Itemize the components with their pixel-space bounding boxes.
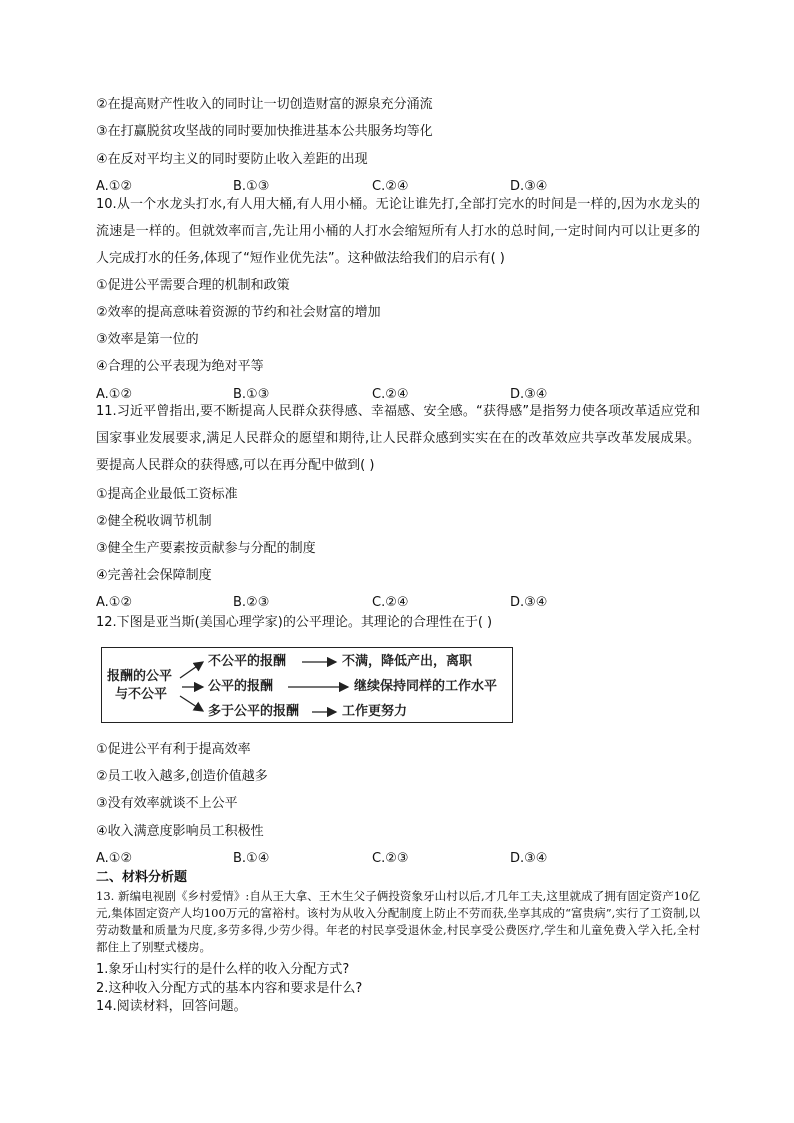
option-c: C.②④: [372, 179, 409, 194]
choice-item: ①促进公平需要合理的机制和政策: [96, 278, 290, 293]
diagram-root-line2: 与不公平: [115, 687, 168, 702]
choice-item: ③在打赢脱贫攻坚战的同时要加快推进基本公共服务均等化: [96, 124, 433, 139]
option-d: D.③④: [510, 851, 548, 866]
choice-item: ③没有效率就谈不上公平: [96, 796, 238, 811]
question-14-stem: 14.阅读材料，回答问题。: [96, 999, 247, 1014]
q11-options: [96, 594, 656, 612]
q12-options: [96, 850, 656, 868]
choice-item: ③健全生产要素按贡献参与分配的制度: [96, 541, 316, 556]
choice-item: ④完善社会保障制度: [96, 568, 212, 583]
option-c: C.②④: [372, 387, 409, 402]
fairness-theory-diagram: [101, 647, 513, 723]
choice-item: ③效率是第一位的: [96, 332, 199, 347]
diagram-cause: 多于公平的报酬: [208, 704, 300, 719]
option-d: D.③④: [510, 387, 548, 402]
section-heading: 二、材料分析题: [96, 870, 188, 885]
diagram-cause: 公平的报酬: [208, 679, 274, 694]
choice-item: ④合理的公平表现为绝对平等: [96, 359, 264, 374]
question-10-stem: 10.从一个水龙头打水,有人用大桶,有人用小桶。无论让谁先打,全部打完水的时间是一样的,因为水龙头的流速是一样的。但就效率而言,先让用小桶的人打水会缩短所有人打水的总时间,一定时间内可以让更多的人完成打水的任务,体现了“短作业优先法”。这种做法给我们的启示有( ): [96, 197, 700, 266]
option-a: A.①②: [96, 595, 133, 610]
choice-item: ②在提高财产性收入的同时让一切创造财富的源泉充分涌流: [96, 97, 433, 112]
option-d: D.③④: [510, 179, 548, 194]
choice-item: ④在反对平均主义的同时要防止收入差距的出现: [96, 152, 368, 167]
question-13-sub-1: 1.象牙山村实行的是什么样的收入分配方式?: [96, 962, 350, 977]
option-c: C.②③: [372, 851, 409, 866]
choice-item: ②员工收入越多,创造价值越多: [96, 769, 268, 784]
option-d: D.③④: [510, 595, 548, 610]
diagram-effect: 继续保持同样的工作水平: [354, 679, 498, 694]
diagram-effect: 不满，降低产出，离职: [342, 654, 473, 669]
branch-arrow-bottom: [180, 696, 203, 711]
choice-item: ①促进公平有利于提高效率: [96, 742, 251, 757]
branch-arrow-top: [180, 662, 203, 678]
diagram-cause: 不公平的报酬: [208, 654, 287, 669]
option-b: B.②③: [233, 595, 270, 610]
choice-item: ②健全税收调节机制: [96, 514, 212, 529]
question-12-stem: 12.下图是亚当斯(美国心理学家)的公平理论。其理论的合理性在于( ): [96, 615, 493, 630]
diagram-root-line1: 报酬的公平: [107, 669, 173, 684]
option-a: A.①②: [96, 851, 133, 866]
question-13-sub-2: 2.这种收入分配方式的基本内容和要求是什么?: [96, 981, 363, 996]
option-b: B.①③: [233, 179, 270, 194]
diagram-effect: 工作更努力: [342, 704, 408, 719]
option-a: A.①②: [96, 179, 133, 194]
question-13-material: 13. 新编电视剧《乡村爱情》:自从王大拿、王木生父子俩投资象牙山村以后,才几年工夫,这里就成了拥有固定资产10亿元,集体固定资产人均100万元的富裕村。该村为从收入分配制度上防止不劳而获,坐享其成的“富贵病”,实行了工资制,以劳动数量和质量为尺度,多劳多得,少劳少得。年老的村民享受退休金,村民享受公费医疗,学生和儿童免费入学入托,全村都住上了别墅式楼房。: [96, 889, 700, 954]
option-c: C.②④: [372, 595, 409, 610]
option-b: B.①③: [233, 387, 270, 402]
option-a: A.①②: [96, 387, 133, 402]
choice-item: ②效率的提高意味着资源的节约和社会财富的增加: [96, 305, 381, 320]
choice-item: ①提高企业最低工资标准: [96, 487, 238, 502]
choice-item: ④收入满意度影响员工积极性: [96, 824, 264, 839]
question-11-stem: 11.习近平曾指出,要不断提高人民群众获得感、幸福感、安全感。“获得感”是指努力使各项改革适应党和国家事业发展要求,满足人民群众的愿望和期待,让人民群众感到实实在在的改革效应共享改革发展成果。要提高人民群众的获得感,可以在再分配中做到( ): [96, 404, 700, 473]
option-b: B.①④: [233, 851, 270, 866]
